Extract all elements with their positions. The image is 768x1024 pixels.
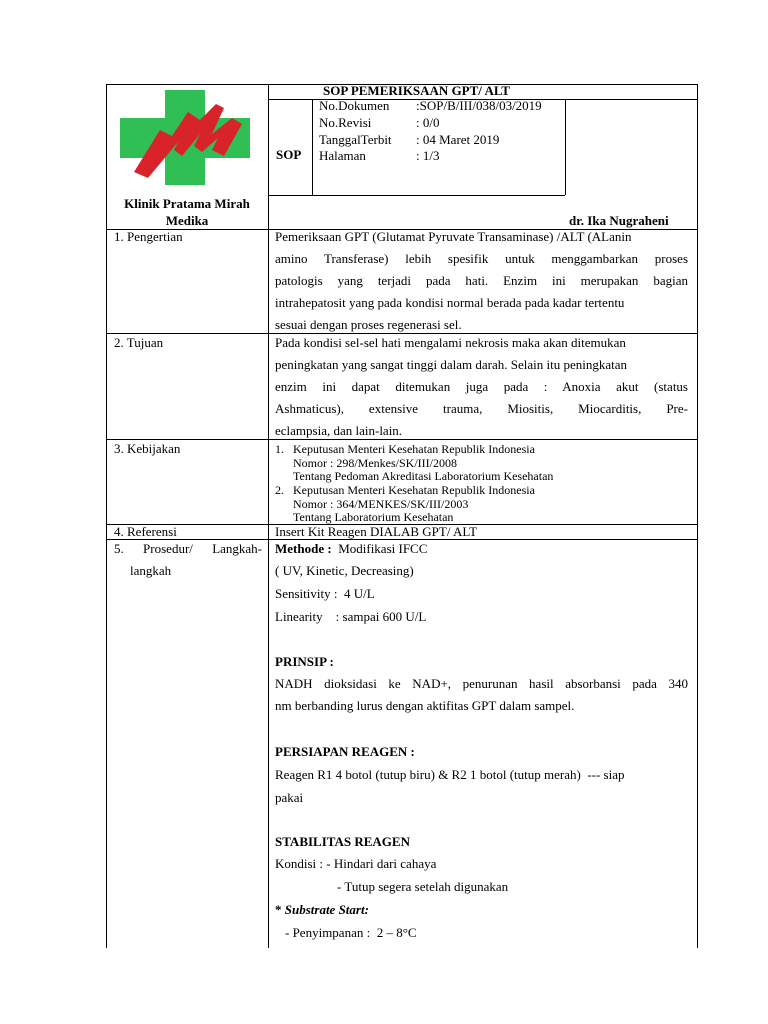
meta-key-no-revisi: No.Revisi — [319, 115, 372, 130]
prinsip-line-2: nm berbanding lurus dengan aktifitas GPT dalam sampel. — [275, 698, 575, 713]
clinic-logo — [120, 90, 260, 195]
pengertian-line-1: Pemeriksaan GPT (Glutamat Pyruvate Transaminase) /ALT (ALanin — [275, 229, 632, 244]
meta-column-divider — [565, 99, 566, 195]
meta-value-no-revisi: : 0/0 — [416, 115, 440, 130]
kebijakan-item-1-line-1: Keputusan Menteri Kesehatan Republik Indonesia — [293, 442, 535, 456]
meta-divider — [268, 195, 565, 196]
tujuan-line-3: enzim ini dapat ditemukan juga pada : Anoxia akut (status — [275, 379, 688, 394]
clinic-name-line-2: Medika — [165, 213, 209, 228]
kebijakan-item-2-line-1: Keputusan Menteri Kesehatan Republik Indonesia — [293, 483, 535, 497]
uv-kinetic-line: ( UV, Kinetic, Decreasing) — [275, 563, 414, 578]
meta-value-halaman: : 1/3 — [416, 148, 440, 163]
pengertian-line-2: amino Transferase) lebih spesifik untuk menggambarkan proses — [275, 251, 688, 266]
kondisi-line-1: Kondisi : - Hindari dari cahaya — [275, 856, 437, 871]
substrate-start-line — [275, 899, 369, 921]
label-column-divider — [268, 84, 269, 948]
pengertian-line-5: sesuai dengan proses regenerasi sel. — [275, 317, 462, 332]
methode-label: Methode : — [275, 541, 332, 556]
meta-key-halaman: Halaman — [319, 148, 366, 163]
kebijakan-item-1-number: 1. — [275, 442, 284, 456]
kebijakan-item-1-line-2: Nomor : 298/Menkes/SK/III/2008 — [293, 456, 457, 470]
meta-key-tanggal-terbit: TanggalTerbit — [319, 132, 392, 147]
pengertian-line-4: intrahepatosit yang pada kondisi normal berada pada kadar tertentu — [275, 295, 625, 310]
label-pengertian: 1. Pengertian — [114, 229, 183, 244]
meta-value-no-dokumen: :SOP/B/III/038/03/2019 — [416, 98, 542, 113]
penyimpanan-line: - Penyimpanan : 2 – 8°C — [285, 925, 417, 940]
document-title: SOP PEMERIKSAAN GPT/ ALT — [323, 83, 510, 98]
tujuan-line-1: Pada kondisi sel-sel hati mengalami nekrosis maka akan ditemukan — [275, 335, 626, 350]
kebijakan-item-2-line-3: Tentang Laboratorium Kesehatan — [293, 510, 454, 524]
label-prosedur-line-2: langkah — [130, 563, 172, 578]
meta-key-no-dokumen: No.Dokumen — [319, 98, 390, 113]
substrate-label: Substrate Start: — [284, 902, 369, 917]
prinsip-line-1: NADH dioksidasi ke NAD+, penurunan hasil absorbansi pada 340 — [275, 676, 688, 691]
referensi-text: Insert Kit Reagen DIALAB GPT/ ALT — [275, 524, 478, 539]
tujuan-line-2: peningkatan yang sangat tinggi dalam darah. Selain itu peningkatan — [275, 357, 627, 372]
kebijakan-item-1-line-3: Tentang Pedoman Akreditasi Laboratorium Kesehatan — [293, 469, 554, 483]
label-prosedur-line-1: 5. Prosedur/ Langkah- — [114, 541, 262, 556]
persiapan-heading: PERSIAPAN REAGEN : — [275, 744, 415, 759]
methode-line — [275, 538, 427, 560]
label-referensi: 4. Referensi — [114, 524, 177, 539]
tujuan-line-4: Ashmaticus), extensive trauma, Miositis, Miocarditis, Pre- — [275, 401, 688, 416]
clinic-name-line-1: Klinik Pratama Mirah — [124, 196, 250, 211]
label-tujuan: 2. Tujuan — [114, 335, 164, 350]
table-border-left — [106, 84, 107, 948]
persiapan-line-1: Reagen R1 4 botol (tutup biru) & R2 1 botol (tutup merah) --- siap — [275, 767, 625, 782]
kondisi-line-2: - Tutup segera setelah digunakan — [337, 879, 509, 894]
pengertian-line-3: patologis yang terjadi pada hati. Enzim ini merupakan bagian — [275, 273, 688, 288]
persiapan-line-2: pakai — [275, 790, 304, 805]
prinsip-heading: PRINSIP : — [275, 654, 334, 669]
kebijakan-item-2-line-2: Nomor : 364/MENKES/SK/III/2003 — [293, 497, 469, 511]
sensitivity-line: Sensitivity : 4 U/L — [275, 586, 375, 601]
table-border-right — [697, 84, 698, 948]
label-kebijakan: 3. Kebijakan — [114, 441, 181, 456]
substrate-star: * — [275, 902, 285, 917]
sop-label: SOP — [276, 147, 302, 162]
kebijakan-item-2-number: 2. — [275, 483, 284, 497]
meta-value-tanggal-terbit: : 04 Maret 2019 — [416, 132, 500, 147]
linearity-line: Linearity : sampai 600 U/L — [275, 609, 427, 624]
methode-value: Modifikasi IFCC — [331, 541, 428, 556]
sop-column-divider — [312, 99, 313, 195]
signatory-name: dr. Ika Nugraheni — [569, 213, 669, 228]
stabilitas-heading: STABILITAS REAGEN — [275, 834, 410, 849]
tujuan-line-5: eclampsia, dan lain-lain. — [275, 423, 403, 438]
